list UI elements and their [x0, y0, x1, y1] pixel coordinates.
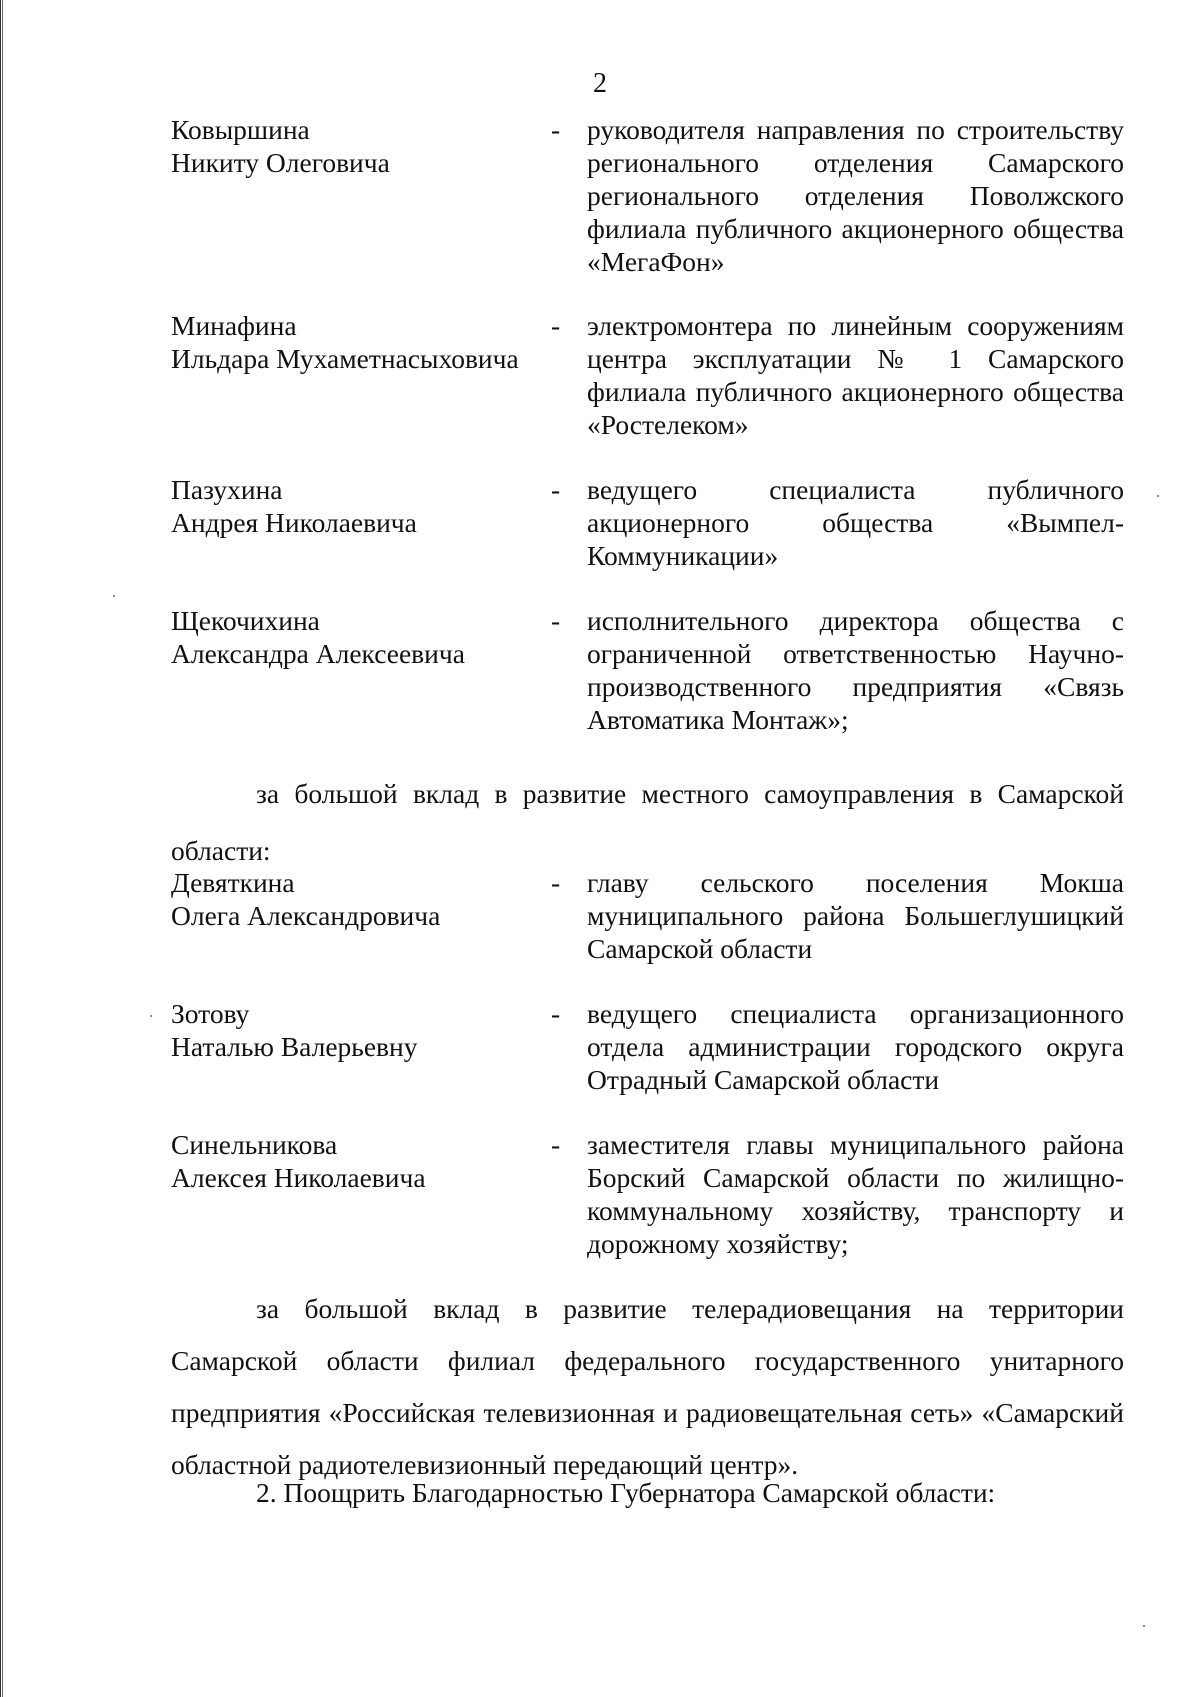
recipient-position: главу сельского поселения Мокша муниципального района Большеглушицкий Самарской области [587, 867, 1124, 964]
page-edge [0, 0, 3, 1697]
entry-dash: - [551, 1129, 561, 1160]
recipient-given-names: Никиту Олеговича [171, 147, 390, 178]
entry-dash: - [551, 310, 561, 341]
recipient-name [171, 997, 551, 1063]
entry-dash: - [551, 114, 561, 145]
recipient-position: руководителя направления по строительству регионального отделения Самарского регионального отделения Поволжского филиала публичного акционерного общества «МегаФон» [587, 114, 1124, 277]
recipient-position: ведущего специалиста публичного акционерного общества «Вымпел-Коммуникации» [587, 474, 1124, 571]
section-paragraph-local-government: за большой вклад в развитие местного самоуправления в Самарской области: [171, 778, 1124, 866]
recipient-position: ведущего специалиста организационного отдела администрации городского округа Отрадный Самарской области [587, 998, 1124, 1095]
recipient-surname: Пазухина [171, 474, 283, 505]
section-item-2: 2. Поощрить Благодарностью Губернатора Самарской области: [256, 1477, 996, 1508]
recipient-surname: Ковыршина [171, 114, 310, 145]
recipient-given-names: Андрея Николаевича [171, 507, 417, 538]
recipient-name [171, 113, 551, 179]
recipient-name [171, 1128, 551, 1194]
recipient-name [171, 473, 551, 539]
scan-speck [113, 595, 115, 597]
page-number: 2 [593, 68, 607, 99]
scan-speck [150, 1015, 152, 1017]
recipient-position: исполнительного директора общества с ограниченной ответственностью Научно-производственного предприятия «Связь Автоматика Монтаж»; [587, 605, 1124, 735]
recipient-name [171, 309, 551, 375]
recipient-given-names: Ильдара Мухаметнасыховича [171, 343, 519, 374]
recipient-surname: Минафина [171, 310, 297, 341]
recipient-given-names: Алексея Николаевича [171, 1162, 426, 1193]
recipient-given-names: Олега Александровича [171, 900, 441, 931]
entry-dash: - [551, 474, 561, 505]
recipient-surname: Девяткина [171, 867, 295, 898]
recipient-given-names: Александра Алексеевича [171, 638, 465, 669]
recipient-position: заместителя главы муниципального района Борский Самарской области по жилищно-коммунальному хозяйству, транспорту и дорожному хозяйству; [587, 1129, 1124, 1259]
recipient-name [171, 604, 551, 670]
recipient-position: электромонтера по линейным сооружениям центра эксплуатации № 1 Самарского филиала публичного акционерного общества «Ростелеком» [587, 310, 1124, 440]
scan-speck [1143, 1625, 1145, 1627]
scan-speck [1157, 495, 1159, 497]
recipient-surname: Синельникова [171, 1129, 338, 1160]
entry-dash: - [551, 998, 561, 1029]
recipient-given-names: Наталью Валерьевну [171, 1031, 418, 1062]
entry-dash: - [551, 605, 561, 636]
recipient-name [171, 866, 551, 932]
recipient-surname: Зотову [171, 998, 250, 1029]
recipient-surname: Щекочихина [171, 605, 320, 636]
entry-dash: - [551, 867, 561, 898]
section-paragraph-broadcasting: за большой вклад в развитие телерадиовещания на территории Самарской области филиал федерального государственного унитарного предприятия «Российская телевизионная и радиовещательная сеть» «Самарский областной радиотелевизионный передающий центр». [171, 1293, 1124, 1480]
